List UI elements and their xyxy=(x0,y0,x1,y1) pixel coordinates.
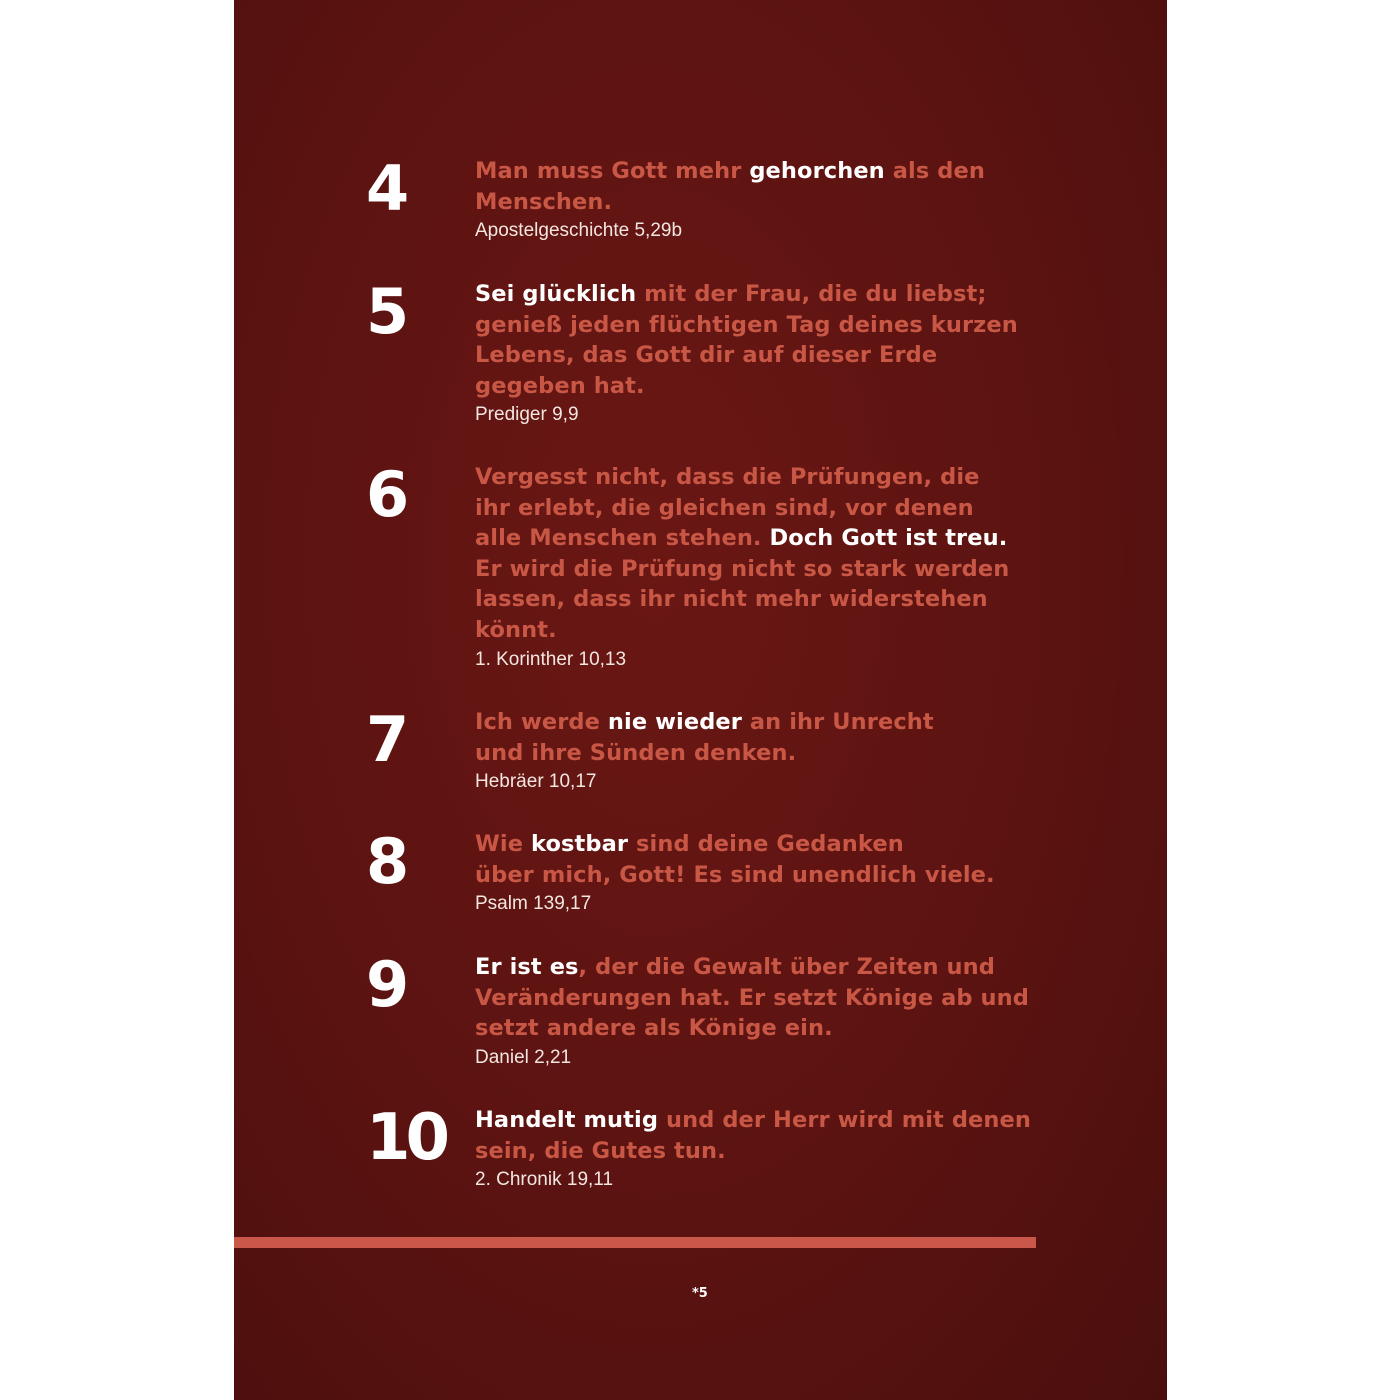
verse-phrase: mit der Frau, die du liebst; xyxy=(636,281,987,307)
verse-line xyxy=(475,523,1035,554)
verse-phrase: lassen, dass ihr nicht mehr widerstehen xyxy=(475,586,988,613)
verse-number: 10 xyxy=(366,1101,446,1175)
verse-phrase: setzt andere als Könige ein. xyxy=(475,1015,833,1042)
verse-phrase: Er wird die Prüfung nicht so stark werden xyxy=(475,555,1010,582)
verse-number: 6 xyxy=(366,458,407,531)
verse-line xyxy=(475,1105,1035,1136)
verse-number: 4 xyxy=(366,152,407,225)
verse-line xyxy=(475,1136,1035,1167)
verse-line xyxy=(475,829,1035,860)
verse-phrase: als den xyxy=(884,158,985,184)
verse-phrase: ihr erlebt, die gleichen sind, vor denen xyxy=(475,494,974,521)
book-page xyxy=(234,0,1167,1400)
highlighted-phrase: nie wieder xyxy=(607,709,742,735)
verse-number: 8 xyxy=(366,825,407,898)
verse-line xyxy=(475,310,1035,341)
verse-line xyxy=(475,707,1035,738)
verse-phrase: Lebens, das Gott dir auf dieser Erde xyxy=(475,342,938,369)
page-number: *5 xyxy=(692,1286,708,1301)
highlighted-phrase: Doch Gott ist treu. xyxy=(769,525,1008,552)
highlighted-phrase: Sei glücklich xyxy=(475,281,637,307)
verse-text xyxy=(475,1105,1035,1166)
verse-phrase: Ich werde xyxy=(475,709,608,735)
verse-reference: Hebräer 10,17 xyxy=(475,771,597,793)
verse-phrase: Vergesst nicht, dass die Prüfungen, die xyxy=(475,464,980,490)
verse-phrase: , der die Gewalt über Zeiten und xyxy=(578,954,995,980)
verse-text xyxy=(475,462,1035,646)
verse-phrase: gegeben hat. xyxy=(475,372,645,399)
verse-text xyxy=(475,156,1035,217)
verse-line xyxy=(475,371,1035,402)
verse-reference: 1. Korinther 10,13 xyxy=(475,648,627,670)
verse-text xyxy=(475,279,1035,401)
verse-phrase: Veränderungen hat. Er setzt Könige ab und xyxy=(475,984,1029,1011)
verse-phrase: und ihre Sünden denken. xyxy=(475,739,797,766)
verse-reference: Prediger 9,9 xyxy=(475,404,579,426)
verse-number: 5 xyxy=(366,275,407,348)
verse-phrase: genieß jeden flüchtigen Tag deines kurzen xyxy=(475,311,1018,338)
verse-reference: 2. Chronik 19,11 xyxy=(475,1169,614,1191)
verse-line xyxy=(475,584,1035,615)
verse-number: 7 xyxy=(366,703,407,776)
verse-line xyxy=(475,860,1035,891)
verse-line xyxy=(475,340,1035,371)
verse-text xyxy=(475,952,1035,1044)
verse-line xyxy=(475,156,1035,187)
verse-line xyxy=(475,615,1035,646)
verse-reference: Apostelgeschichte 5,29b xyxy=(475,220,683,242)
verse-phrase: über mich, Gott! Es sind unendlich viele. xyxy=(475,861,995,888)
verse-line xyxy=(475,279,1035,310)
highlighted-phrase: kostbar xyxy=(531,831,629,857)
verse-line xyxy=(475,1013,1035,1044)
verse-line xyxy=(475,187,1035,218)
verse-text xyxy=(475,829,1035,890)
divider-bar xyxy=(234,1237,1036,1248)
verse-phrase: Wie xyxy=(475,831,532,857)
verse-line xyxy=(475,554,1035,585)
verse-text xyxy=(475,707,1035,768)
verse-phrase: Man muss Gott mehr xyxy=(475,158,750,184)
verse-line xyxy=(475,462,1035,493)
highlighted-phrase: Handelt mutig xyxy=(475,1107,659,1133)
verse-reference: Psalm 139,17 xyxy=(475,893,592,915)
verse-phrase: Menschen. xyxy=(475,188,613,215)
verse-line xyxy=(475,983,1035,1014)
verse-reference: Daniel 2,21 xyxy=(475,1046,572,1068)
verse-phrase: sind deine Gedanken xyxy=(628,831,904,857)
verse-phrase: und der Herr wird mit denen xyxy=(658,1107,1032,1133)
verse-phrase: sein, die Gutes tun. xyxy=(475,1137,726,1164)
verse-line xyxy=(475,738,1035,769)
highlighted-phrase: gehorchen xyxy=(749,158,885,184)
verse-phrase: an ihr Unrecht xyxy=(741,709,934,735)
verse-phrase: alle Menschen stehen. xyxy=(475,525,770,552)
verse-line xyxy=(475,493,1035,524)
verse-phrase: könnt. xyxy=(475,616,557,643)
highlighted-phrase: Er ist es xyxy=(475,954,579,980)
verse-number: 9 xyxy=(366,948,407,1021)
verse-line xyxy=(475,952,1035,983)
